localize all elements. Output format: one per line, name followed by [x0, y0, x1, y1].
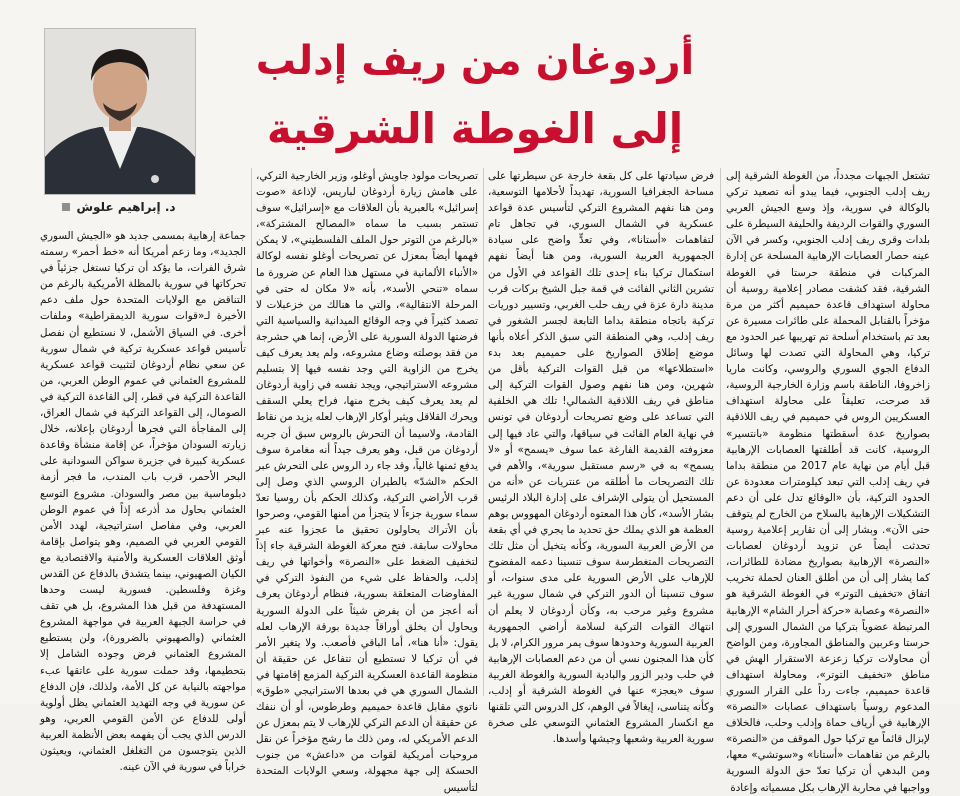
headline-line-2: إلى الغوطة الشرقية [266, 104, 684, 153]
author-name: د. إبراهيم علوش [76, 200, 176, 214]
author-portrait-icon [45, 29, 195, 194]
author-byline [44, 196, 194, 218]
column-text: تشتعل الجبهات مجدداً، من الغوطة الشرقية إلى ريف إدلب الجنوبي، فيما يبدو أنه تصعيد تركي بالوكالة في سورية، وإذ وسع الجيش العربي السوري والقوات الرديفة والحليفة السيطرة على بلدات وقرى ريف إدلب الجنوبي، وكسر في الآن عينه حصار العصابات الإرهابية المسلحة عن إدارة المركبات في منطقة حرستا في الغوطة الشرقية، فقد كشفت مصادر إعلامية روسية أن محاولة استهداف قاعدة حميميم أكثر من مرة مؤخراً بالقنابل المحملة على طائرات مسيرة عن بعد تم باستخدام أسلحة تم تهريبها عبر الحدود مع تركيا، وهي المحاولة التي تصدت لها وسائل الدفاع الجوي السوري والروسي، وكانت ماريا زاخروفا، الناطقة باسم وزارة الخارجية الروسية، قد صرحت، تعليقاً على محاولة استهداف العسكريين الروس في حميميم في ريف اللاذقية بصواريخ عدة أسقطتها منظومة «بانتسير» الروسية، كانت قد أطلقتها العصابات الإرهابية قبل أيام من نهاية عام 2017 من منطقة بداما في ريف إدلب التي تبعد كيلومترات معدودة عن الحدود التركية، بأن «الوقائع تدل على أن دعم التشكيلات الإرهابية بالسلاح من الخارج لم يتوقف حتى الآن». وبشار إلى أن تقارير إعلامية روسية تحدثت أيضاً عن تزويد أردوغان لعصابات «النصرة» الإرهابية بصواريخ مضادة للطائرات، كما يشار إلى أن من أطلق العنان لحملة تخريب اتفاق «تخفيف التوتر» في الغوطة الشرقية هو «النصرة» وعصابة «حركة أحرار الشام» الإرهابية المرتبطة عضوياً بتركيا من الشمال السوري إلى حرستا وعربين والمناطق المجاورة، ومن الواضح أن محاولات تركيا زعزعة الاستقرار الهش في مناطق «تخفيف التوتر»، ومحاولة استهداف قاعدة حميميم، جاءت رداً على القرار السوري المدعوم روسياً باستهداف عصابات «النصرة» الإرهابية في أرياف حماة وإدلب وحلب، فالخلاف لإبزال قائماً مع تركيا حول الموقف من «النصرة» بالرغم من تفاهمات «أستانا» و«سوتشي» معها، ومن البدهي أن تركيا تعدّ حق الدولة السورية وواجبها في محاربة الإرهاب بكل مسمياته وإعادة [726, 170, 930, 794]
column-divider [720, 168, 721, 696]
column-text: جماعة إرهابية بمسمى جديد هو «الجيش السوري الجديد»، وما زعم أمريكا أنه «خط أحمر» رسمته شرق الفرات، ما يؤكد أن تركيا تستغل جزئياً في تحركاتها في سورية بالمظلة الأمريكية بالرغم من التناقض مع الولايات المتحدة حول ملف دعم الأخيرة لـ«قوات سورية الديمقراطية» وملفات أخرى. في السياق الأشمل، لا نستطيع أن نفصل تأسيس قواعد عسكرية تركية في شمال سورية عن سعي نظام أردوغان لتثبيت قواعد عسكرية للمشروع العثماني في عموم الوطن العربي، من القاعدة التركية في قطر، إلى القاعدة التركية في الصومال، إلى القواعد التركية في شمال العراق، إلى المفاجأة التي فجرها أردوغان بإعلانه، خلال زيارته السودان مؤخراً، عن إقامة منشأة وقاعدة عسكرية كبيرة في جزيرة سواكن السودانية على البحر الأحمر، قرب باب المندب، ما فجر أزمة دبلوماسية بين مصر والسودان. مشروع التوسع العثماني بحاول مد أذرعه إذاً في عموم الوطن العربي، وفي مفاصل استراتيجية، لهدد الأمن القومي العربي في الصميم، وهو يتواصل بإقامة أوثق العلاقات العسكرية والأمنية والاقتصادية مع الكيان الصهيوني، بينما يتشدق بالدفاع عن القدس وغزة وفلسطين. فسورية ليست وحدها المستهدفة من قبل هذا المشروع، بل هي تقف في حراسة الجبهة العربية في مواجهة المشروع العثماني (والصهيوني بالضرورة)، ولن يستطيع المشروع العثماني فرض وجوده الشامل إلا بتحطيمها، وقد حملت سورية على عاتقها عبء مواجهته بالنيابة عن كل الأمة، ولذلك، فإن الدفاع عن سورية في وجه التهديد العثماني يظل أولوية أولى للدفاع عن الأمن القومي العربي، وهو الدرس الذي يجب أن يفهمه بعض الأنظمة العربية الذين يتوجسون من التغلغل العثماني، ويعيثون خراباً في سورية في الآن عينه. [40, 230, 246, 774]
article-headline [240, 28, 710, 164]
headline-line-1: أردوغان من ريف إدلب [255, 38, 695, 84]
article-column-4 [40, 228, 246, 774]
square-bullet-icon [62, 203, 70, 211]
column-text: تصريحات مولود جاويش أوغلو، وزير الخارجية التركي، على هامش زيارة أردوغان لباريس، لإذاعة «صوت إسرائيل» بالعبرية بأن العلاقات مع «إسرائيل» سوف تستمر بسبب ما سماه «المصالح المشتركة»، «بالرغم من التوتر حول الملف الفلسطيني»، لا يمكن فهمها أيضاً بمعزل عن تصريحات أوغلو نفسه لوكالة «الأنباء الألمانية في مستهل هذا العام عن ضرورة ما سماه «تنحي الأسد»، بأنه «لا مكان له حتى في المرحلة الانتقالية»، والتي ما هنالك من خزعبلات لا تصمد كثيراً في وجه الوقائع الميدانية والسياسية التي فرضتها الدولة السورية على الأرض، إنما هي حشرجة من فقد بوصلته وضاع مشروعه، ولم يعد يعرف كيف يخرج من الزاوية التي وجد نفسه فيها إلا بتسليم مشروعه الاستراتيجي، ويجد نفسه في زاوية أردوغان لم يعد يعرف كيف يخرج منها، فراح يعلي السقف ويحرك القلاقل ويثير أوكار الإرهاب لعله يزيد من نقاط القادمة، ولاسيما أن التحرش بالروس سبق أن جربه أردوغان من قبل، وهو يعرف جيداً أنه مغامرة سوف يدفع ثمنها غالياً، وقد جاء رد الروس على التحرش عبر الحكم «الشدّ» بالطيران الروسي الذي وصل إلى قرب الأراضي التركية، وكذلك الحكم بأن روسيا تعدّ سماء سورية جزءاً لا يتجزأ من أمنها القومي، وصرحوا بأن الأتراك يحاولون تحقيق ما عجزوا عنه عبر محاولات سابقة. فتح معركة الغوطة الشرقية جاء إذاً لتخفيف الضغط على «النصرة» وأخواتها في ريف إدلب، والحفاظ على شيء من النفوذ التركي في المفاوضات المتعلقة بسورية، فنظام أردوغان يعرف أنه أعجز من أن يفرض شيئاً على الدولة السورية ويحاول أن يخلق أوراقاً جديدة بورقة الإرهاب لعله يقول: «أنا هنا»، أما الباقي فأصعب. ولا يتغير الأمر في أن تركيا لا تستطيع أن تتفاعل عن حقيقة أن منظومة القاعدة العسكرية التركية المزمع إقامتها في الشمال السوري هي في بعدها الاستراتيجي «طوق» ناتوي مقابل قاعدة حميميم وطرطوس، أو أن ننفك عن حقيقة أن الدعم التركي للإرهاب لا يتم بمعزل عن الدعم الأمريكي له، ومن ذلك ما رشح مؤخراً عن نقل مروحيات أمريكية لقوات من «داعش» من جنوب الحسكة إلى جهة مجهولة، وسعي الولايات المتحدة لتأسيس [256, 170, 478, 794]
article-column-2 [488, 168, 714, 746]
column-divider [483, 168, 484, 696]
column-divider [251, 168, 252, 696]
article-column-3 [256, 168, 478, 794]
column-text: فرض سيادتها على كل بقعة خارجة عن سيطرتها على مساحة الجغرافيا السورية، تهديداً لأحلامها التوسعية، ومن هنا نفهم المشروع التركي لتأسيس عدة قواعد عسكرية في الشمال السوري، في تجاهل تام لتفاهمات «أستانا»، وفي تعدٍّ واضح على سيادة الجمهورية العربية السورية، ومن هنا أيضاً نفهم استكمال تركيا بناء إحدى تلك القواعد في الأول من تشرين الثاني الفائت في قمة جبل الشيخ بركات قرب مدينة دارة عزة في ريف حلب الغربي، وتسيير دوريات تركية باتجاه منطقة بداما التابعة لجسر الشغور في ريف إدلب، وهي المنطقة التي سبق الذكر أعلاه بأنها موضع إطلاق الصواريخ على حميميم بعد بدء «استطلاعها» من قبل القوات التركية بأقل من شهرين، ومن هنا نفهم وصول القوات التركية إلى مناطق في ريف اللاذقية الشمالي! تلك هي الخلفية التي تساعد على وضع تصريحات أردوغان في تونس في نهاية العام الفائت في سياقها، والتي عاد فيها إلى معزوفته القديمة الفارغة عما سوف «يسمح» أو «لا يسمح» به في «رسم مستقبل سورية»، والأهم في تلك التصريحات ما أطلقه من عنتريات عن «أنه من المستحيل أن يتولى الإشراف على إدارة البلاد الرئيس بشار الأسد»، كأن هذا المعتوه أردوغان المهووس بوهم العظمة هو الذي يملك حق تحديد ما يجري في أي بقعة من الأرض العربية السورية، وكأنه يتخيل أن مثل تلك التصريحات المتغطرسة سوف تنسينا دعمه المفضوح للإرهاب على الأرض السورية على مدى سنوات، أو سوف تنسينا أن الدور التركي في شمال سورية غير مشروع وغير مرحب به، وكأن أردوغان لا يعلم أن انتهاك القوات التركية لسلامة أراضي الجمهورية العربية السورية وحدودها سوف يمر مرور الكرام، لا بل كأن هذا المجنون نسي أن من دعم العصابات الإرهابية في حلب ودير الزور والبادية السورية والغوطة الغربية سوف «يعجز» عنها في الغوطة الشرقية أو إدلب، وكأنه يتناسى، إيغالاً في الوهم، كل الدروس التي تلقنها مع انكسار المشروع العثماني التوسعي على صخرة سورية العربية وشعبها وجيشها وأسدها. [488, 170, 714, 746]
article-column-1 [726, 168, 930, 794]
author-photo [44, 28, 196, 195]
